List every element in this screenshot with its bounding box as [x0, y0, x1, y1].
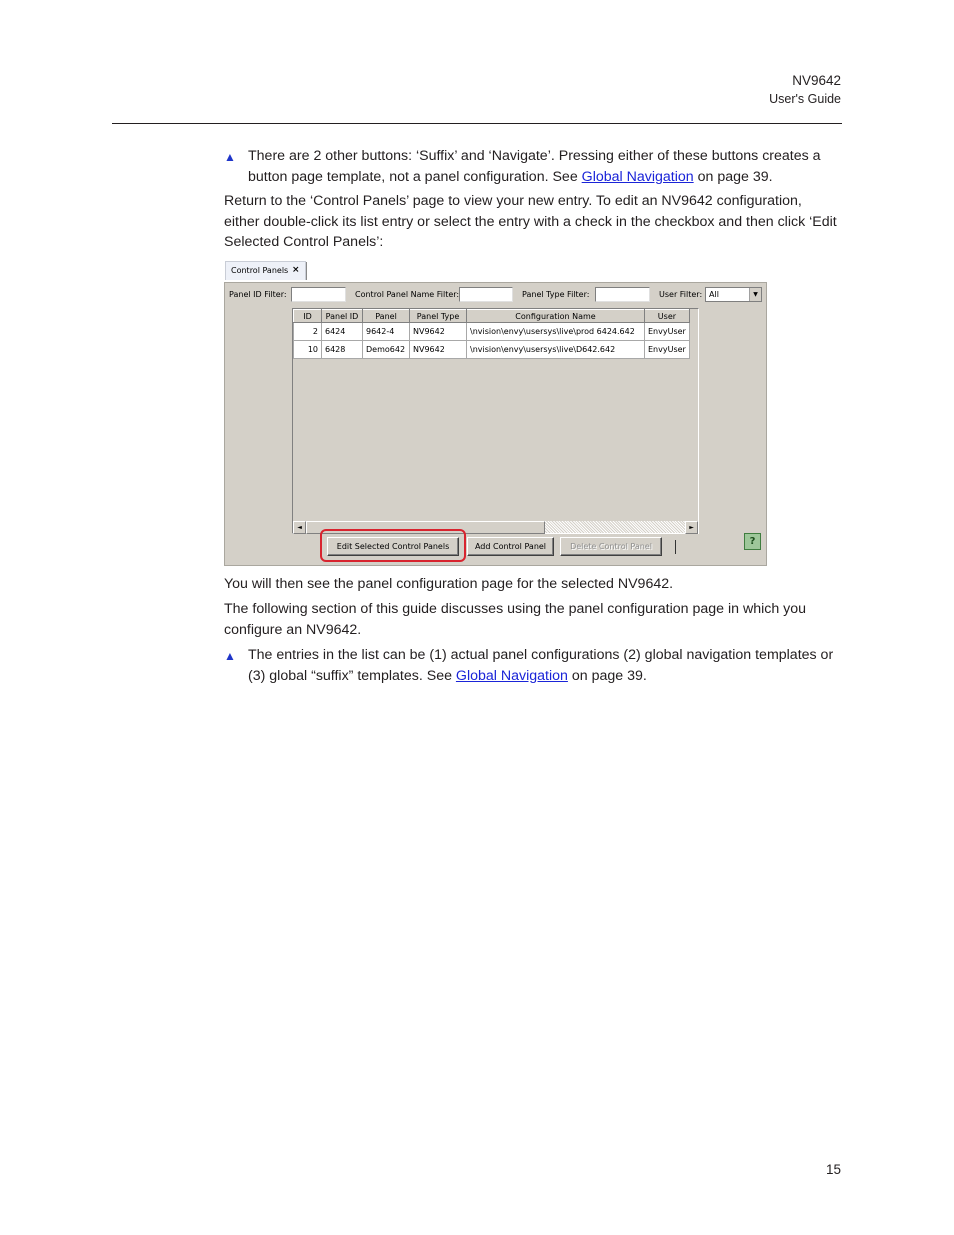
control-panels-table — [292, 308, 699, 534]
header-rule — [112, 123, 842, 124]
add-control-panel-button[interactable]: Add Control Panel — [467, 537, 554, 556]
chevron-down-icon[interactable]: ▼ — [749, 288, 761, 301]
cell-user: EnvyUser — [645, 323, 690, 341]
table-grid — [293, 309, 690, 359]
user-filter-value: All — [709, 290, 719, 299]
scrollbar-track[interactable] — [545, 521, 685, 533]
cell-panel-id: 6428 — [322, 341, 363, 359]
cell-configuration-name: \nvision\envy\usersys\live\prod 6424.642 — [467, 323, 645, 341]
edit-button-highlight — [320, 529, 466, 562]
tab-divider — [306, 262, 307, 280]
bullet-text-after: on page 39. — [567, 667, 647, 684]
cell-user: EnvyUser — [645, 341, 690, 359]
bullet-text — [248, 146, 838, 187]
cell-id: 2 — [294, 323, 322, 341]
cell-configuration-name: \nvision\envy\usersys\live\D642.642 — [467, 341, 645, 359]
scroll-left-icon[interactable]: ◄ — [293, 521, 306, 534]
column-header-user[interactable]: User — [645, 310, 690, 323]
triangle-bullet-icon: ▲ — [224, 150, 236, 164]
edit-selected-control-panels-button[interactable]: Edit Selected Control Panels — [327, 537, 459, 556]
global-navigation-link[interactable]: Global Navigation — [455, 667, 568, 684]
triangle-bullet-icon: ▲ — [224, 649, 236, 663]
cell-panel: 9642-4 — [363, 323, 410, 341]
table-row[interactable] — [294, 341, 690, 359]
name-filter-input[interactable] — [459, 287, 513, 302]
column-header-panel-id[interactable]: Panel ID — [322, 310, 363, 323]
return-instructions: Return to the ‘Control Panels’ page to view your new entry. To edit an NV9642 configuration, either double-click its list entry or select the entry with a check in the checkbox and then click ‘Edit Selected Control Panels’: — [224, 193, 837, 250]
bullet-item-entries — [224, 645, 838, 686]
panel-id-filter-input[interactable] — [291, 287, 346, 302]
type-filter-label: Panel Type Filter: — [522, 290, 590, 299]
delete-control-panel-button[interactable]: Delete Control Panel — [560, 537, 662, 556]
type-filter-input[interactable] — [595, 287, 650, 302]
tab-label: Control Panels — [231, 266, 289, 275]
page-number: 15 — [825, 1162, 841, 1177]
header-product: NV9642 — [792, 73, 841, 88]
control-panels-pane — [224, 282, 767, 566]
table-row[interactable] — [294, 323, 690, 341]
help-icon[interactable]: ? — [744, 533, 761, 550]
bullet-text-before: The entries in the list can be (1) actual panel configurations (2) global navigation templates or (3) global “suffix” templates. See — [248, 647, 834, 684]
cell-panel: Demo642 — [363, 341, 410, 359]
bullet-text-after: on page 39. — [693, 168, 773, 185]
button-separator — [675, 540, 676, 554]
panel-id-filter-label: Panel ID Filter: — [229, 290, 287, 299]
control-panels-screenshot — [224, 259, 766, 565]
global-navigation-link[interactable]: Global Navigation — [581, 168, 694, 185]
cell-panel-id: 6424 — [322, 323, 363, 341]
bullet-text — [248, 645, 838, 686]
column-header-configuration-name[interactable]: Configuration Name — [467, 310, 645, 323]
close-icon[interactable]: × — [292, 265, 300, 275]
bullet-item-buttons — [224, 146, 838, 187]
tab-control-panels[interactable] — [225, 261, 306, 280]
name-filter-label: Control Panel Name Filter: — [355, 290, 460, 299]
user-filter-label: User Filter: — [659, 290, 703, 299]
panel-config-note: You will then see the panel configuration page for the selected NV9642. — [224, 576, 674, 592]
table-header-row — [294, 310, 690, 323]
running-header — [769, 71, 841, 109]
cell-panel-type: NV9642 — [410, 323, 467, 341]
column-header-panel[interactable]: Panel — [363, 310, 410, 323]
section-intro: The following section of this guide discusses using the panel configuration page in which you configure an NV9642. — [224, 601, 807, 638]
header-doc-type: User's Guide — [769, 92, 841, 106]
user-filter-select[interactable] — [705, 287, 762, 302]
bullet-text-before: There are 2 other buttons: ‘Suffix’ and ‘Navigate’. Pressing either of these buttons creates a button page template, not a panel configuration. See — [248, 148, 821, 185]
tab-strip — [224, 259, 766, 281]
column-header-id[interactable]: ID — [294, 310, 322, 323]
column-header-panel-type[interactable]: Panel Type — [410, 310, 467, 323]
cell-id: 10 — [294, 341, 322, 359]
cell-panel-type: NV9642 — [410, 341, 467, 359]
scroll-right-icon[interactable]: ► — [685, 521, 698, 534]
